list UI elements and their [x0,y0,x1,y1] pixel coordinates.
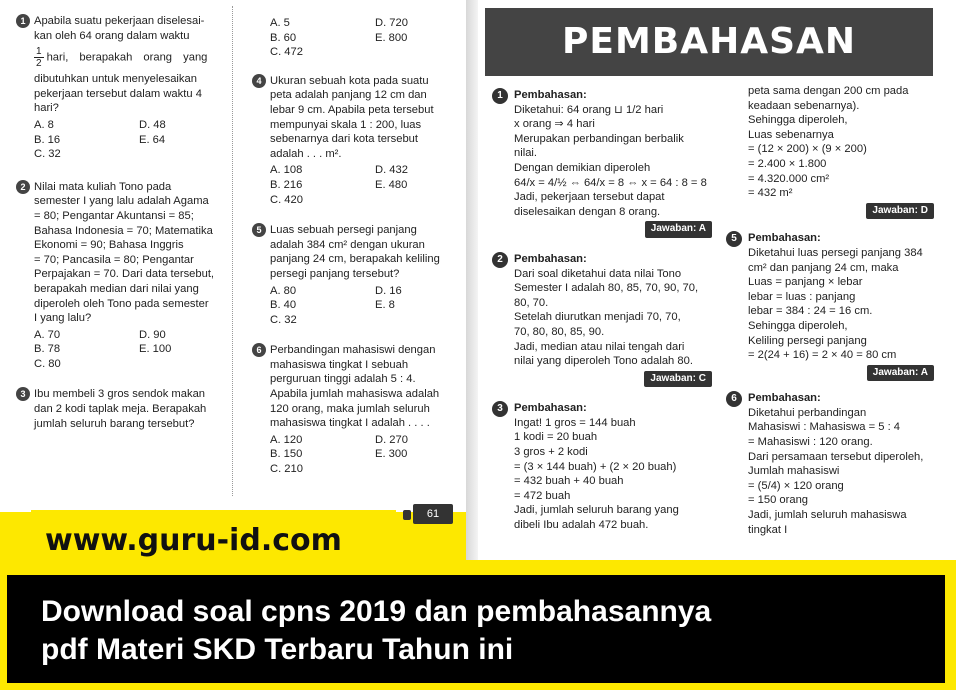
answer-badge: Jawaban: A [867,365,934,382]
question-number: 4 [252,74,266,88]
solution-number: 6 [726,391,742,407]
fraction [34,46,44,69]
option: B. 150 [270,448,303,461]
answer-options [270,433,454,477]
left-page [0,0,466,512]
question-text: Ukuran sebuah kota pada suatu peta adalah panjang 12 cm dan lebar 9 cm. Apabila peta tersebut mempunyai skala 1 : 200, luas sebenarnya dari kota tersebut adalah . . . m². [270,74,434,160]
right-column-2 [726,84,934,547]
option: C. 472 [270,46,303,59]
right-column-1 [492,88,712,543]
question-number: 6 [252,343,266,357]
option: E. 480 [375,178,408,191]
answer-badge: Jawaban: D [866,203,934,220]
option: E. 300 [375,448,408,461]
solution-body: Diketahui perbandingan Mahasiswi : Mahasiswa = 5 : 4 = Mahasiswi : 120 orang. Dari persamaan tersebut diperoleh, Jumlah mahasiswi = (5/4) × 120 orang = 150 orang Jadi, jumlah seluruh mahasiswa tingkat I [748,406,924,536]
solution-number: 5 [726,231,742,247]
solution-3 [492,401,712,532]
option: A. 80 [270,284,297,297]
pembahasan-banner: PEMBAHASAN [485,8,933,76]
answer-options [34,328,218,372]
option: A. 108 [270,164,303,177]
solution-heading: Pembahasan: [748,392,821,405]
question-4 [252,74,454,207]
option: E. 100 [139,343,172,356]
solution-heading: Pembahasan: [514,89,587,101]
solution-number: 3 [492,401,508,417]
answer-options [270,284,454,328]
solution-body: Diketahui luas persegi panjang 384 cm² dan panjang 24 cm, maka Luas = panjang × lebar lebar = luas : panjang lebar = 384 : 24 = 16 cm. Sehingga diperoleh, Keliling persegi panjang = 2(24 + 16) = 2 × 40 = 80 cm [748,246,923,362]
solution-2 [492,252,712,387]
solution-number: 2 [492,252,508,268]
option: B. 78 [34,343,61,356]
option: B. 60 [270,31,297,44]
left-column-1 [16,14,218,443]
column-divider [232,6,233,496]
page-number: 61 [413,504,453,524]
option: D. 48 [139,118,166,131]
solution-4-continued: peta sama dengan 200 cm pada keadaan sebenarnya). Sehingga diperoleh, Luas sebenarnya = (12 × 200) × (9 × 200) = 2.400 × 1.800 = 4.320.000 cm² = 432 m² [748,85,909,200]
book-gutter [466,0,478,560]
fraction-denominator: 2 [36,58,42,70]
solution-heading: Pembahasan: [514,252,587,265]
option: A. 120 [270,433,303,446]
caption-line-2: pdf Materi SKD Terbaru Tahun ini [41,633,514,666]
question-text: Nilai mata kuliah Tono pada semester I yang lalu adalah Agama = 80; Pengantar Akuntansi = 85; Bahasa Indonesia = 70; Matematika Ekonomi = 90; Bahasa Inggris = 70; Pancasila = 80; Pengantar Perpajakan = 70. Dari data tersebut, berapakah median dari nilai yang diperoleh oleh Tono pada semester I yang lalu? [34,180,215,325]
question-fraction-line [34,46,218,69]
question-text: Apabila suatu pekerjaan diselesai- kan oleh 64 orang dalam waktu [34,15,205,42]
question-number: 3 [16,387,30,401]
solution-1 [492,88,712,238]
caption-line-1: Download soal cpns 2019 dan pembahasannya [41,595,712,628]
question-number: 5 [252,223,266,237]
option: E. 64 [139,133,166,146]
option: B. 16 [34,133,61,146]
answer-options [34,118,218,162]
solution-body: Ingat! 1 gros = 144 buah 1 kodi = 20 buah 3 gros + 2 kodi = (3 × 144 buah) + (2 × 20 buah) = 432 buah + 40 buah = 472 buah Jadi, jumlah seluruh barang yang dibeli Ibu adalah 472 buah. [514,416,679,532]
option: A. 5 [270,17,290,29]
option: D. 90 [139,328,166,341]
right-page [478,0,956,560]
option: D. 16 [375,284,402,297]
option: D. 432 [375,164,408,177]
solution-6 [726,391,934,537]
option: A. 8 [34,118,54,131]
question-3-options [252,16,454,60]
solution-number: 1 [492,88,508,104]
question-text: Luas sebuah persegi panjang adalah 384 cm² dengan ukuran panjang 24 cm, berapakah keliling persegi panjang tersebut? [270,224,440,280]
solution-body: Dari soal diketahui data nilai Tono Semester I adalah 80, 85, 70, 90, 70, 80, 70. Setelah diurutkan menjadi 70, 70, 70, 80, 80, 85, 90. Jadi, median atau nilai tengah dari nilai yang diperoleh Tono adalah 80. [514,267,699,368]
question-text: Ibu membeli 3 gros sendok makan dan 2 kodi taplak meja. Berapakah jumlah seluruh barang tersebut? [34,388,207,430]
question-text-end: dibutuhkan untuk menyelesaikan pekerjaan tersebut dalam waktu 4 hari? [34,73,202,115]
option: C. 80 [34,357,61,370]
caption-box [7,575,945,683]
option: E. 800 [375,31,408,44]
question-number: 1 [16,14,30,28]
option: D. 270 [375,433,408,446]
option: C. 32 [270,313,297,326]
answer-badge: Jawaban: C [644,371,712,388]
solution-heading: Pembahasan: [748,232,821,245]
option: D. 720 [375,17,408,29]
question-6 [252,343,454,476]
option: A. 70 [34,328,61,341]
fraction-numerator: 1 [36,46,42,58]
question-3 [16,387,218,431]
option: C. 32 [34,148,61,161]
answer-options [270,163,454,207]
solution-5 [726,231,934,381]
question-5 [252,223,454,327]
question-number: 2 [16,180,30,194]
left-column-2 [252,14,454,489]
solution-body: Diketahui: 64 orang ⊔ 1/2 hari x orang ⇒ 4 hari Merupakan perbandingan berbalik nilai. Dengan demikian diperoleh 64/x = 4/½ ⇔ 64/x = 8 ⇔ x = 64 : 8 = 8 Jadi, pekerjaan tersebut dapat diselesaikan dengan 8 orang. [514,103,707,218]
question-text-cont: hari, berapakah orang yang [46,51,208,64]
question-1 [16,14,218,162]
option: C. 420 [270,193,303,206]
website-url: www.guru-id.com [31,510,396,572]
question-2 [16,180,218,372]
question-text: Perbandingan mahasiswi dengan mahasiswa tingkat I sebuah perguruan tinggi adalah 5 : 4. Apabila jumlah mahasiswa adalah 120 orang, maka jumlah seluruh mahasiswa tingkat I adalah . . . . [270,344,440,430]
option: C. 210 [270,463,303,476]
option: B. 40 [270,299,297,312]
option: E. 8 [375,299,395,312]
option: B. 216 [270,178,303,191]
solution-heading: Pembahasan: [514,402,587,415]
answer-badge: Jawaban: A [645,221,712,238]
